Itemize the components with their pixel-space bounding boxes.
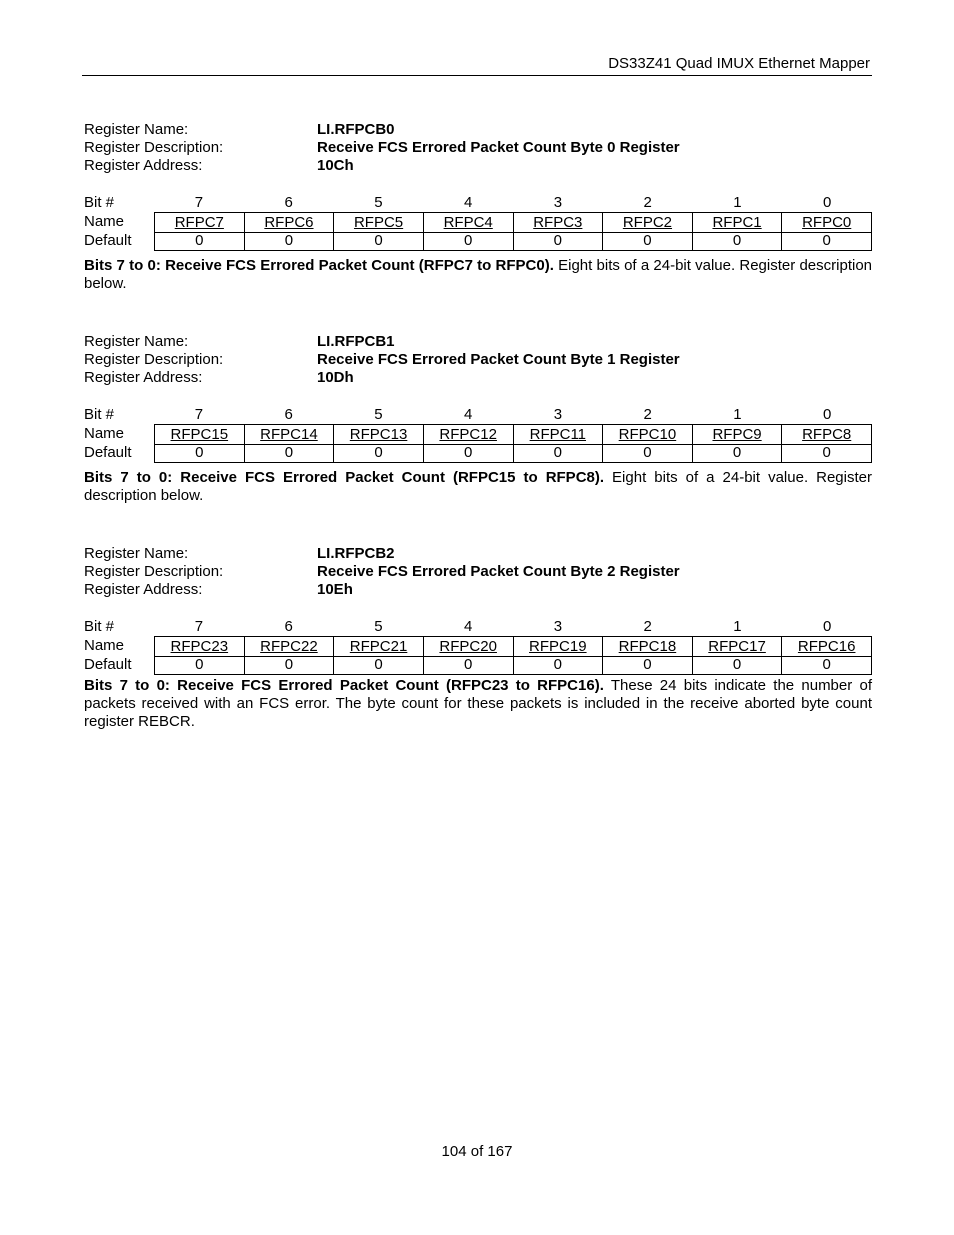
bit-name: RFPC6 xyxy=(264,214,314,231)
bit-name-cell xyxy=(782,213,872,233)
bit-name: RFPC22 xyxy=(260,638,318,655)
register-address-value: 10Ch xyxy=(317,157,354,174)
bit-name: RFPC10 xyxy=(618,426,677,443)
bit-number: 0 xyxy=(822,194,832,211)
bit-name: RFPC3 xyxy=(533,214,583,231)
bit-number: 3 xyxy=(553,194,563,211)
register-name-label: Register Name: xyxy=(84,121,189,138)
bit-default: 0 xyxy=(334,231,424,251)
bit-default: 0 xyxy=(155,655,245,675)
bit-name-cell xyxy=(334,425,424,445)
bit-name: RFPC7 xyxy=(174,214,224,231)
bit-number: 6 xyxy=(284,406,293,423)
register-block-rfpcb0 xyxy=(84,121,873,292)
bit-number: 7 xyxy=(194,406,204,423)
bit-number: 5 xyxy=(374,194,383,211)
register-name-label: Register Name: xyxy=(84,545,189,562)
bit-default: 0 xyxy=(514,231,604,251)
bit-name-cell xyxy=(514,213,604,233)
bit-number: 1 xyxy=(733,406,742,423)
bit-default: 0 xyxy=(334,655,424,675)
bit-name: RFPC0 xyxy=(802,214,852,231)
description-heading: Bits 7 to 0: Receive FCS Errored Packet Count (RFPC23 to RFPC16). xyxy=(84,677,604,694)
bit-number: 0 xyxy=(822,406,832,423)
bit-number: 5 xyxy=(374,618,383,635)
description-heading: Bits 7 to 0: Receive FCS Errored Packet Count (RFPC7 to RFPC0). xyxy=(84,257,554,274)
bit-number: 3 xyxy=(553,618,563,635)
bit-name-cell xyxy=(782,637,872,657)
bit-default: 0 xyxy=(693,231,783,251)
bit-name: RFPC8 xyxy=(802,426,852,443)
register-address-label: Register Address: xyxy=(84,581,203,598)
bit-name: RFPC1 xyxy=(712,214,762,231)
bit-name: RFPC14 xyxy=(260,426,318,443)
bit-number: 2 xyxy=(643,618,652,635)
register-address-label: Register Address: xyxy=(84,369,203,386)
bit-name-row xyxy=(84,424,872,443)
default-row-label: Default xyxy=(84,232,132,249)
register-description-row xyxy=(84,563,872,581)
bit-name: RFPC23 xyxy=(170,638,229,655)
register-address-row xyxy=(84,581,872,599)
bit-default: 0 xyxy=(603,443,693,463)
bit-default-row xyxy=(84,443,872,462)
bit-default: 0 xyxy=(155,443,245,463)
register-bit-description xyxy=(84,257,872,293)
register-name-row xyxy=(84,333,872,351)
bit-default: 0 xyxy=(693,655,783,675)
register-description-value: Receive FCS Errored Packet Count Byte 0 Register xyxy=(317,139,680,156)
register-bit-description xyxy=(84,677,872,731)
name-row-label: Name xyxy=(84,637,125,654)
bit-name-cell xyxy=(155,425,245,445)
default-row-label: Default xyxy=(84,656,132,673)
register-description-label: Register Description: xyxy=(84,351,224,368)
bit-name-row xyxy=(84,636,872,655)
bit-number: 6 xyxy=(284,618,293,635)
description-text: Eight bits of a 24-bit value. Register description below. xyxy=(84,469,872,504)
bit-name-cell xyxy=(514,637,604,657)
name-row-label: Name xyxy=(84,213,125,230)
bit-default: 0 xyxy=(245,655,335,675)
bit-name-cell xyxy=(693,425,783,445)
default-row-label: Default xyxy=(84,444,132,461)
name-row-label: Name xyxy=(84,425,125,442)
bit-number: 1 xyxy=(733,194,742,211)
bit-number: 1 xyxy=(733,618,742,635)
register-name-row xyxy=(84,545,872,563)
register-name-value: LI.RFPCB0 xyxy=(317,121,395,138)
bit-name: RFPC17 xyxy=(708,638,766,655)
bit-name-cell xyxy=(603,637,693,657)
bit-name-cell xyxy=(693,213,783,233)
bit-number: 2 xyxy=(643,194,652,211)
bit-default-row xyxy=(84,655,872,674)
register-bit-description xyxy=(84,469,872,505)
bit-default: 0 xyxy=(245,231,335,251)
register-address-value: 10Eh xyxy=(317,581,353,598)
bit-name: RFPC5 xyxy=(353,214,404,231)
bit-name: RFPC21 xyxy=(349,638,408,655)
bit-table xyxy=(84,193,872,250)
bit-name-cell xyxy=(603,425,693,445)
bit-default-row xyxy=(84,231,872,250)
bit-name-cell xyxy=(424,637,514,657)
register-description-label: Register Description: xyxy=(84,563,224,580)
register-address-row xyxy=(84,157,872,175)
bit-name-cell xyxy=(693,637,783,657)
bit-name: RFPC13 xyxy=(349,426,408,443)
bit-name-cell xyxy=(245,637,335,657)
bit-number: 0 xyxy=(822,618,832,635)
bit-name: RFPC11 xyxy=(529,426,587,443)
bit-name-cell xyxy=(514,425,604,445)
bit-number-row xyxy=(84,193,872,212)
register-name-row xyxy=(84,121,872,139)
register-block-rfpcb1 xyxy=(84,333,872,504)
bit-number-row xyxy=(84,405,872,424)
bit-number: 2 xyxy=(643,406,652,423)
bit-table xyxy=(84,617,872,674)
bit-default: 0 xyxy=(782,231,872,251)
register-address-label: Register Address: xyxy=(84,157,203,174)
bit-name-cell xyxy=(603,213,693,233)
bit-default: 0 xyxy=(782,443,872,463)
bit-name-cell xyxy=(245,213,335,233)
bit-name-cell xyxy=(424,213,514,233)
description-heading: Bits 7 to 0: Receive FCS Errored Packet Count (RFPC15 to RFPC8). xyxy=(84,469,605,486)
bit-name: RFPC16 xyxy=(797,638,856,655)
bit-name: RFPC18 xyxy=(618,638,677,655)
bit-default: 0 xyxy=(603,655,693,675)
bit-default: 0 xyxy=(693,443,783,463)
bit-default: 0 xyxy=(603,231,693,251)
bit-name-cell xyxy=(155,213,245,233)
bit-default: 0 xyxy=(514,443,604,463)
bit-row-label: Bit # xyxy=(84,618,115,635)
bit-number-row xyxy=(84,617,872,636)
bit-name-cell xyxy=(424,425,514,445)
bit-name-row xyxy=(84,212,872,231)
bit-default: 0 xyxy=(334,443,424,463)
bit-name-cell xyxy=(245,425,335,445)
bit-number: 3 xyxy=(553,406,563,423)
bit-table xyxy=(84,405,872,462)
register-description-label: Register Description: xyxy=(84,139,224,156)
bit-name: RFPC20 xyxy=(439,638,497,655)
description-text: These 24 bits indicate the number of packets received with an FCS error. The byte count for these packets is included in the receive aborted byte count register REBCR. xyxy=(84,677,872,730)
bit-default: 0 xyxy=(424,231,514,251)
register-block-rfpcb2 xyxy=(84,545,872,730)
bit-default: 0 xyxy=(782,655,872,675)
bit-name: RFPC2 xyxy=(622,214,673,231)
bit-number: 7 xyxy=(194,194,204,211)
bit-name: RFPC4 xyxy=(443,214,493,231)
bit-name-cell xyxy=(155,637,245,657)
register-description-row xyxy=(84,351,872,369)
bit-name-cell xyxy=(334,637,424,657)
bit-row-label: Bit # xyxy=(84,194,115,211)
header-divider xyxy=(82,75,872,76)
register-name-value: LI.RFPCB1 xyxy=(317,333,395,350)
page-number: 104 of 167 xyxy=(441,1143,513,1160)
bit-number: 4 xyxy=(463,618,473,635)
bit-default: 0 xyxy=(514,655,604,675)
register-address-value: 10Dh xyxy=(317,369,354,386)
bit-name: RFPC12 xyxy=(439,426,497,443)
bit-name-cell xyxy=(334,213,424,233)
bit-name: RFPC19 xyxy=(529,638,587,655)
register-address-row xyxy=(84,369,872,387)
bit-number: 4 xyxy=(463,406,473,423)
bit-number: 6 xyxy=(284,194,293,211)
bit-default: 0 xyxy=(245,443,335,463)
register-description-row xyxy=(84,139,872,157)
register-description-value: Receive FCS Errored Packet Count Byte 2 Register xyxy=(317,563,680,580)
document-title: DS33Z41 Quad IMUX Ethernet Mapper xyxy=(608,55,870,72)
bit-default: 0 xyxy=(424,443,514,463)
bit-number: 7 xyxy=(194,618,204,635)
bit-name: RFPC15 xyxy=(170,426,229,443)
register-description-value: Receive FCS Errored Packet Count Byte 1 Register xyxy=(317,351,680,368)
bit-name-cell xyxy=(782,425,872,445)
bit-default: 0 xyxy=(424,655,514,675)
bit-row-label: Bit # xyxy=(84,406,115,423)
bit-name: RFPC9 xyxy=(712,426,762,443)
register-name-value: LI.RFPCB2 xyxy=(317,545,395,562)
bit-number: 4 xyxy=(463,194,473,211)
bit-default: 0 xyxy=(155,231,245,251)
bit-number: 5 xyxy=(374,406,383,423)
register-name-label: Register Name: xyxy=(84,333,189,350)
description-text: Eight bits of a 24-bit value. Register description below. xyxy=(84,257,873,292)
